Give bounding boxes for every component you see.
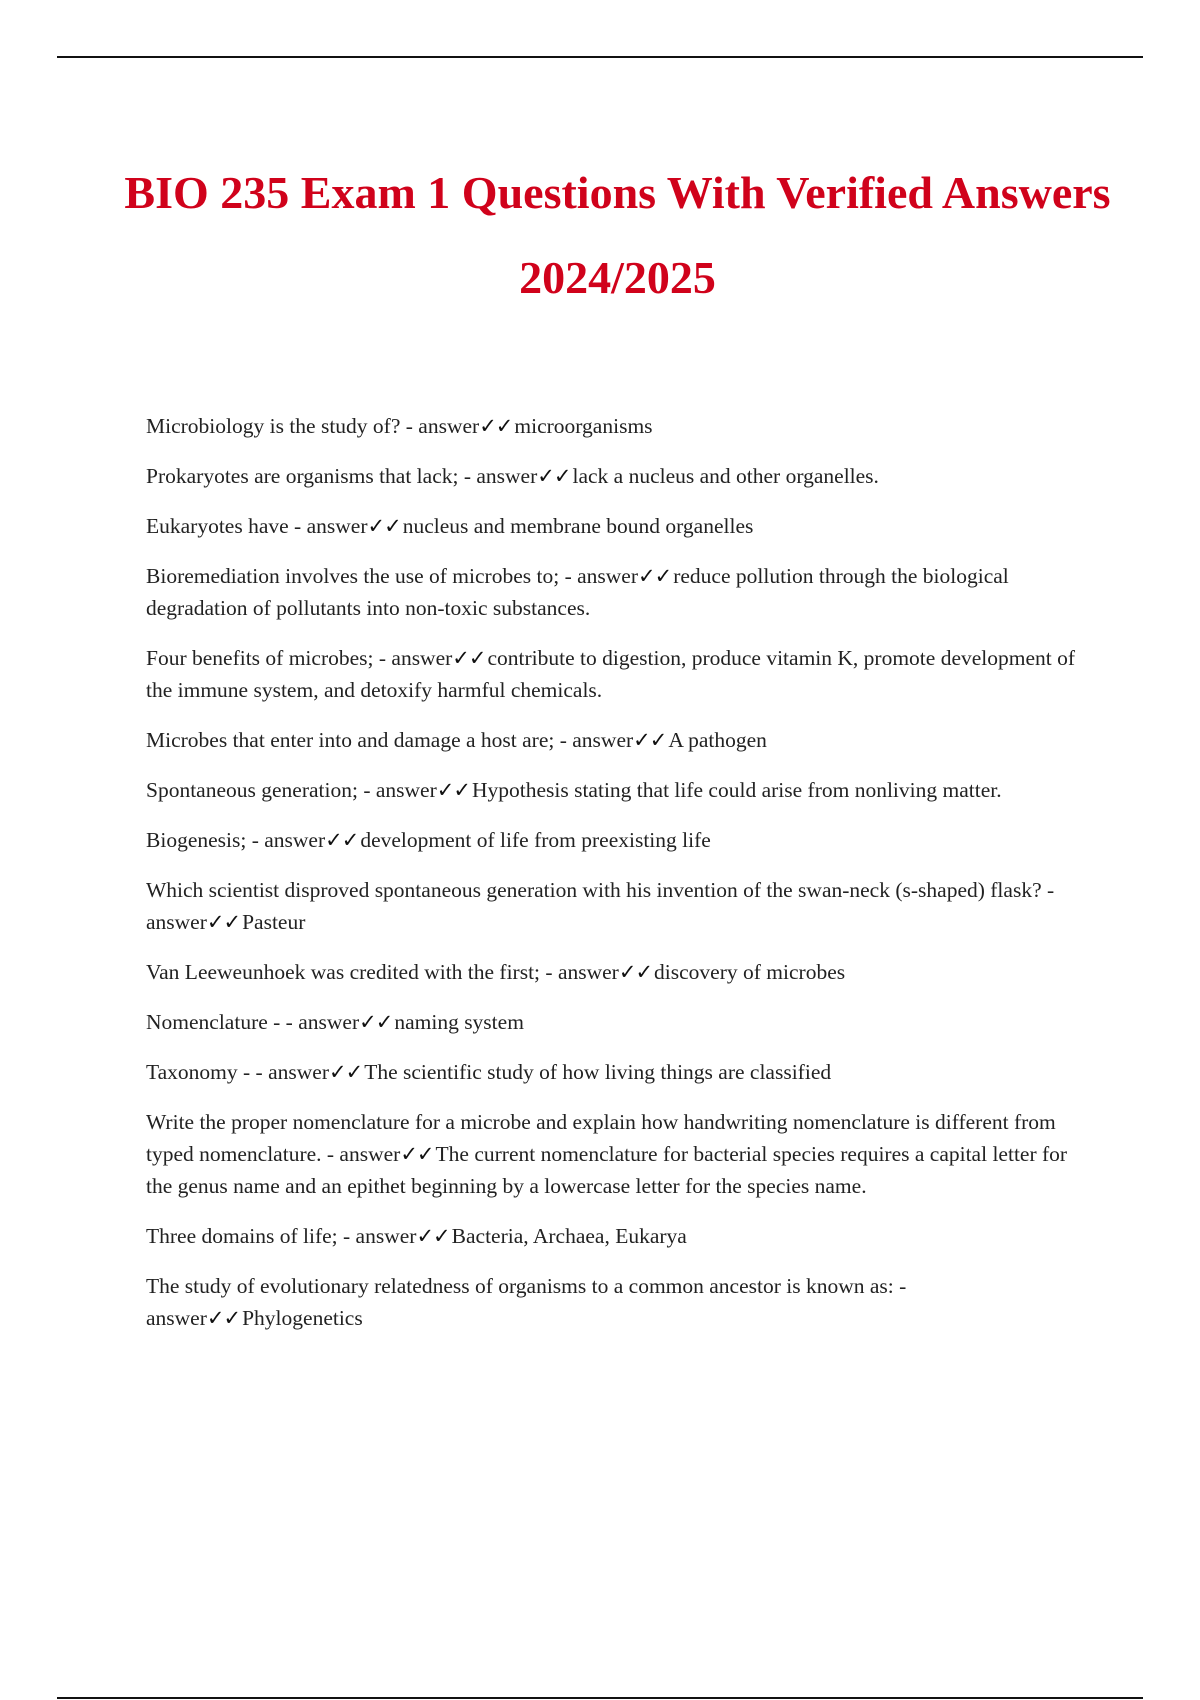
qa-item (146, 824, 1086, 856)
qa-list (146, 410, 1086, 1352)
check-marks-icon: ✓✓ (400, 1142, 434, 1166)
question-text: Microbes that enter into and damage a host are; - answer (146, 728, 634, 752)
document-title: BIO 235 Exam 1 Questions With Verified Answers 2024/2025 (124, 167, 1111, 303)
question-text: Three domains of life; - answer (146, 1224, 417, 1248)
qa-item (146, 1270, 1086, 1334)
qa-item (146, 724, 1086, 756)
answer-text: development of life from preexisting life (360, 828, 711, 852)
check-marks-icon: ✓✓ (436, 778, 470, 802)
answer-text: Pasteur (242, 910, 306, 934)
qa-item (146, 774, 1086, 806)
answer-text: nucleus and membrane bound organelles (402, 514, 754, 538)
answer-text: Phylogenetics (242, 1306, 363, 1330)
qa-item (146, 642, 1086, 706)
answer-text: A pathogen (668, 728, 767, 752)
answer-text: microorganisms (514, 414, 653, 438)
question-text: Spontaneous generation; - answer (146, 778, 437, 802)
qa-item (146, 510, 1086, 542)
bottom-rule (57, 1697, 1143, 1699)
answer-text: Hypothesis stating that life could arise from nonliving matter. (471, 778, 1002, 802)
check-marks-icon: ✓✓ (633, 728, 667, 752)
qa-item (146, 560, 1086, 624)
check-marks-icon: ✓✓ (206, 1306, 241, 1330)
check-marks-icon: ✓✓ (479, 414, 513, 438)
question-text: Eukaryotes have - answer (146, 514, 368, 538)
answer-text: The scientific study of how living things are classified (364, 1060, 832, 1084)
answer-text: The current nomenclature for bacterial species requires a capital letter for the genus name and an epithet beginning by a lowercase letter for the species name. (146, 1142, 1068, 1198)
qa-item (146, 874, 1086, 938)
question-text: Taxonomy - - answer (146, 1060, 329, 1084)
question-text: Prokaryotes are organisms that lack; - answer (146, 464, 538, 488)
check-marks-icon: ✓✓ (359, 1010, 393, 1034)
qa-item (146, 460, 1086, 492)
question-text: Van Leeweunhoek was credited with the first; - answer (146, 960, 619, 984)
qa-item (146, 1056, 1086, 1088)
answer-text: contribute to digestion, produce vitamin K, promote development of the immune system, and detoxify harmful chemicals. (146, 646, 1076, 702)
answer-text: lack a nucleus and other organelles. (572, 464, 879, 488)
question-text: Bioremediation involves the use of microbes to; - answer (146, 564, 638, 588)
check-marks-icon: ✓✓ (638, 564, 672, 588)
check-marks-icon: ✓✓ (537, 464, 571, 488)
check-marks-icon: ✓✓ (618, 960, 653, 984)
check-marks-icon: ✓✓ (328, 1060, 363, 1084)
question-text: The study of evolutionary relatedness of organisms to a common ancestor is known as: - answer (146, 1274, 907, 1330)
question-text: Four benefits of microbes; - answer (146, 646, 453, 670)
qa-item (146, 956, 1086, 988)
check-marks-icon: ✓✓ (367, 514, 401, 538)
question-text: Nomenclature - - answer (146, 1010, 360, 1034)
check-marks-icon: ✓✓ (206, 910, 241, 934)
answer-text: Bacteria, Archaea, Eukarya (451, 1224, 687, 1248)
question-text: Microbiology is the study of? - answer (146, 414, 480, 438)
qa-item (146, 1220, 1086, 1252)
qa-item (146, 410, 1086, 442)
question-text: Write the proper nomenclature for a microbe and explain how handwriting nomenclature is different from typed nomenclature. - answer (146, 1110, 1056, 1166)
qa-item (146, 1106, 1086, 1202)
answer-text: discovery of microbes (654, 960, 846, 984)
question-text: Which scientist disproved spontaneous generation with his invention of the swan-neck (s-shaped) flask? - answer (146, 878, 1055, 934)
question-text: Biogenesis; - answer (146, 828, 326, 852)
top-rule (57, 56, 1143, 58)
answer-text: reduce pollution through the biological degradation of pollutants into non-toxic substances. (146, 564, 1009, 620)
check-marks-icon: ✓✓ (416, 1224, 450, 1248)
check-marks-icon: ✓✓ (325, 828, 359, 852)
answer-text: naming system (394, 1010, 524, 1034)
qa-item (146, 1006, 1086, 1038)
check-marks-icon: ✓✓ (452, 646, 486, 670)
